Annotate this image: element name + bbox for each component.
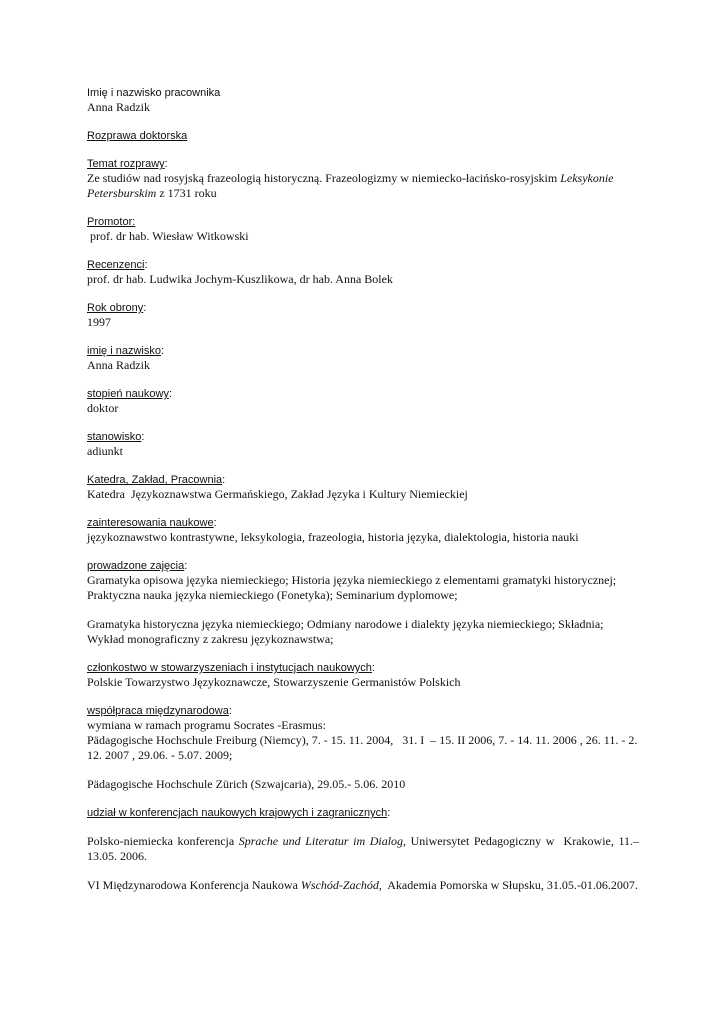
name-label: imię i nazwisko xyxy=(87,345,161,357)
position-label: stanowisko xyxy=(87,431,142,443)
interests-section: zainteresowania naukowe: językoznawstwo kontrastywne, leksykologia, frazeologia, historia języka, dialektologia, historia nauki xyxy=(87,516,639,545)
cooperation-label: współpraca międzynarodowa xyxy=(87,705,229,717)
cooperation-section: współpraca międzynarodowa: wymiana w ramach programu Socrates -Erasmus: Pädagogische Hochschule Freiburg (Niemcy), 7. - 15. 11. 2004, 31. I – 15. II 2006, 7. - 14. 11. 2006 , 26. 11. - 2. 12. 2007 , 29.06. - 5.07. 2009; Pädagogische Hochschule Zürich (Szwajcaria), 29.05.- 5.06. 2010 xyxy=(87,705,641,791)
name-section: imię i nazwisko: Anna Radzik xyxy=(87,344,639,373)
position-value: adiunkt xyxy=(87,444,123,458)
classes-label: prowadzone zajęcia xyxy=(87,560,185,572)
classes-paragraph-2: Gramatyka historyczna języka niemieckiego; Odmiany narodowe i dialekty języka niemieckiego; Składnia; Wykład monograficzny z zakresu językoznawstwa; xyxy=(87,617,604,646)
position-section: stanowisko: adiunkt xyxy=(87,430,639,459)
conference-item-1: Polsko-niemiecka konferencja Sprache und Literatur im Dialog, Uniwersytet Pedagogiczny w Krakowie, 11.–13.05. 2006. xyxy=(87,834,640,863)
conference-1-italic-title: Sprache und Literatur im Dialog, xyxy=(238,834,407,848)
conferences-section: udział w konferencjach naukowych krajowych i zagranicznych: Polsko-niemiecka konferencja Sprache und Literatur im Dialog, Uniwersytet Pedagogiczny w Krakowie, 11.–13.05. 2006. VI Międzynarodowa Konferencja Naukowa Wschód-Zachód, Akademia Pomorska w Słupsku, 31.05.-01.06.2007. xyxy=(87,807,640,892)
department-value: Katedra Językoznawstwa Germańskiego, Zakład Języka i Kultury Niemieckiej xyxy=(87,487,468,501)
name-value: Anna Radzik xyxy=(87,358,150,372)
degree-section: stopień naukowy: doktor xyxy=(87,387,639,416)
cooperation-line-1: wymiana w ramach programu Socrates -Erasmus: xyxy=(87,718,326,732)
degree-label: stopień naukowy xyxy=(87,388,169,400)
cooperation-line-3: Pädagogische Hochschule Zürich (Szwajcaria), 29.05.- 5.06. 2010 xyxy=(87,777,406,791)
document-page xyxy=(87,86,639,907)
promoter-label: Promotor: xyxy=(87,216,136,228)
dissertation-heading: Rozprawa doktorska xyxy=(87,130,188,142)
topic-value: Ze studiów nad rosyjską frazeologią historyczną. Frazeologizmy w niemiecko-łacińsko-rosyjskim Leksykonie Petersburskim z 1731 roku xyxy=(87,171,614,200)
degree-value: doktor xyxy=(87,401,119,415)
promoter-value: prof. dr hab. Wiesław Witkowski xyxy=(87,229,249,243)
reviewers-section: Recenzenci: prof. dr hab. Ludwika Jochym-Kuszlikowa, dr hab. Anna Bolek xyxy=(87,258,639,287)
department-label: Katedra, Zakład, Pracownia xyxy=(87,474,223,486)
interests-value: językoznawstwo kontrastywne, leksykologia, frazeologia, historia języka, dialektologia, historia nauki xyxy=(87,530,579,544)
employee-value: Anna Radzik xyxy=(87,100,150,114)
memberships-value: Polskie Towarzystwo Językoznawcze, Stowarzyszenie Germanistów Polskich xyxy=(87,675,461,689)
dissertation-heading-section xyxy=(87,129,639,143)
reviewers-value: prof. dr hab. Ludwika Jochym-Kuszlikowa, dr hab. Anna Bolek xyxy=(87,272,393,286)
conference-item-2: VI Międzynarodowa Konferencja Naukowa Wschód-Zachód, Akademia Pomorska w Słupsku, 31.05.-01.06.2007. xyxy=(87,878,638,892)
topic-label: Temat rozprawy xyxy=(87,158,165,170)
memberships-label: członkostwo w stowarzyszeniach i instytucjach naukowych xyxy=(87,662,372,674)
topic-italic-title: Leksykonie Petersburskim xyxy=(87,171,614,200)
conference-2-italic-title: Wschód-Zachód xyxy=(300,878,379,892)
defense-year-section: Rok obrony: 1997 xyxy=(87,301,639,330)
classes-paragraph-1: Gramatyka opisowa języka niemieckiego; Historia języka niemieckiego z elementami gramatyki historycznej; Praktyczna nauka języka niemieckiego (Fonetyka); Seminarium dyplomowe; xyxy=(87,573,617,602)
defense-year-value: 1997 xyxy=(87,315,111,329)
reviewers-label: Recenzenci xyxy=(87,259,145,271)
topic-section: Temat rozprawy: Ze studiów nad rosyjską frazeologią historyczną. Frazeologizmy w niemiecko-łacińsko-rosyjskim Leksykonie Petersburskim z 1731 roku xyxy=(87,157,639,201)
cooperation-line-2: Pädagogische Hochschule Freiburg (Niemcy), 7. - 15. 11. 2004, 31. I – 15. II 2006, 7. - 14. 11. 2006 , 26. 11. - 2. 12. 2007 , 29.06. - 5.07. 2009; xyxy=(87,733,641,762)
department-section: Katedra, Zakład, Pracownia: Katedra Językoznawstwa Germańskiego, Zakład Języka i Kultury Niemieckiej xyxy=(87,473,639,502)
employee-label: Imię i nazwisko pracownika xyxy=(87,87,221,99)
promoter-section xyxy=(87,215,639,244)
memberships-section: członkostwo w stowarzyszeniach i instytucjach naukowych: Polskie Towarzystwo Językoznawcze, Stowarzyszenie Germanistów Polskich xyxy=(87,661,639,690)
interests-label: zainteresowania naukowe xyxy=(87,517,214,529)
defense-year-label: Rok obrony xyxy=(87,302,144,314)
conferences-label: udział w konferencjach naukowych krajowych i zagranicznych xyxy=(87,807,388,819)
classes-section: prowadzone zajęcia: Gramatyka opisowa języka niemieckiego; Historia języka niemieckiego z elementami gramatyki historycznej; Praktyczna nauka języka niemieckiego (Fonetyka); Seminarium dyplomowe; Gramatyka historyczna języka niemieckiego; Odmiany narodowe i dialekty języka niemieckiego; Składnia; Wykład monograficzny z zakresu językoznawstwa; xyxy=(87,559,639,647)
employee-section xyxy=(87,86,639,115)
